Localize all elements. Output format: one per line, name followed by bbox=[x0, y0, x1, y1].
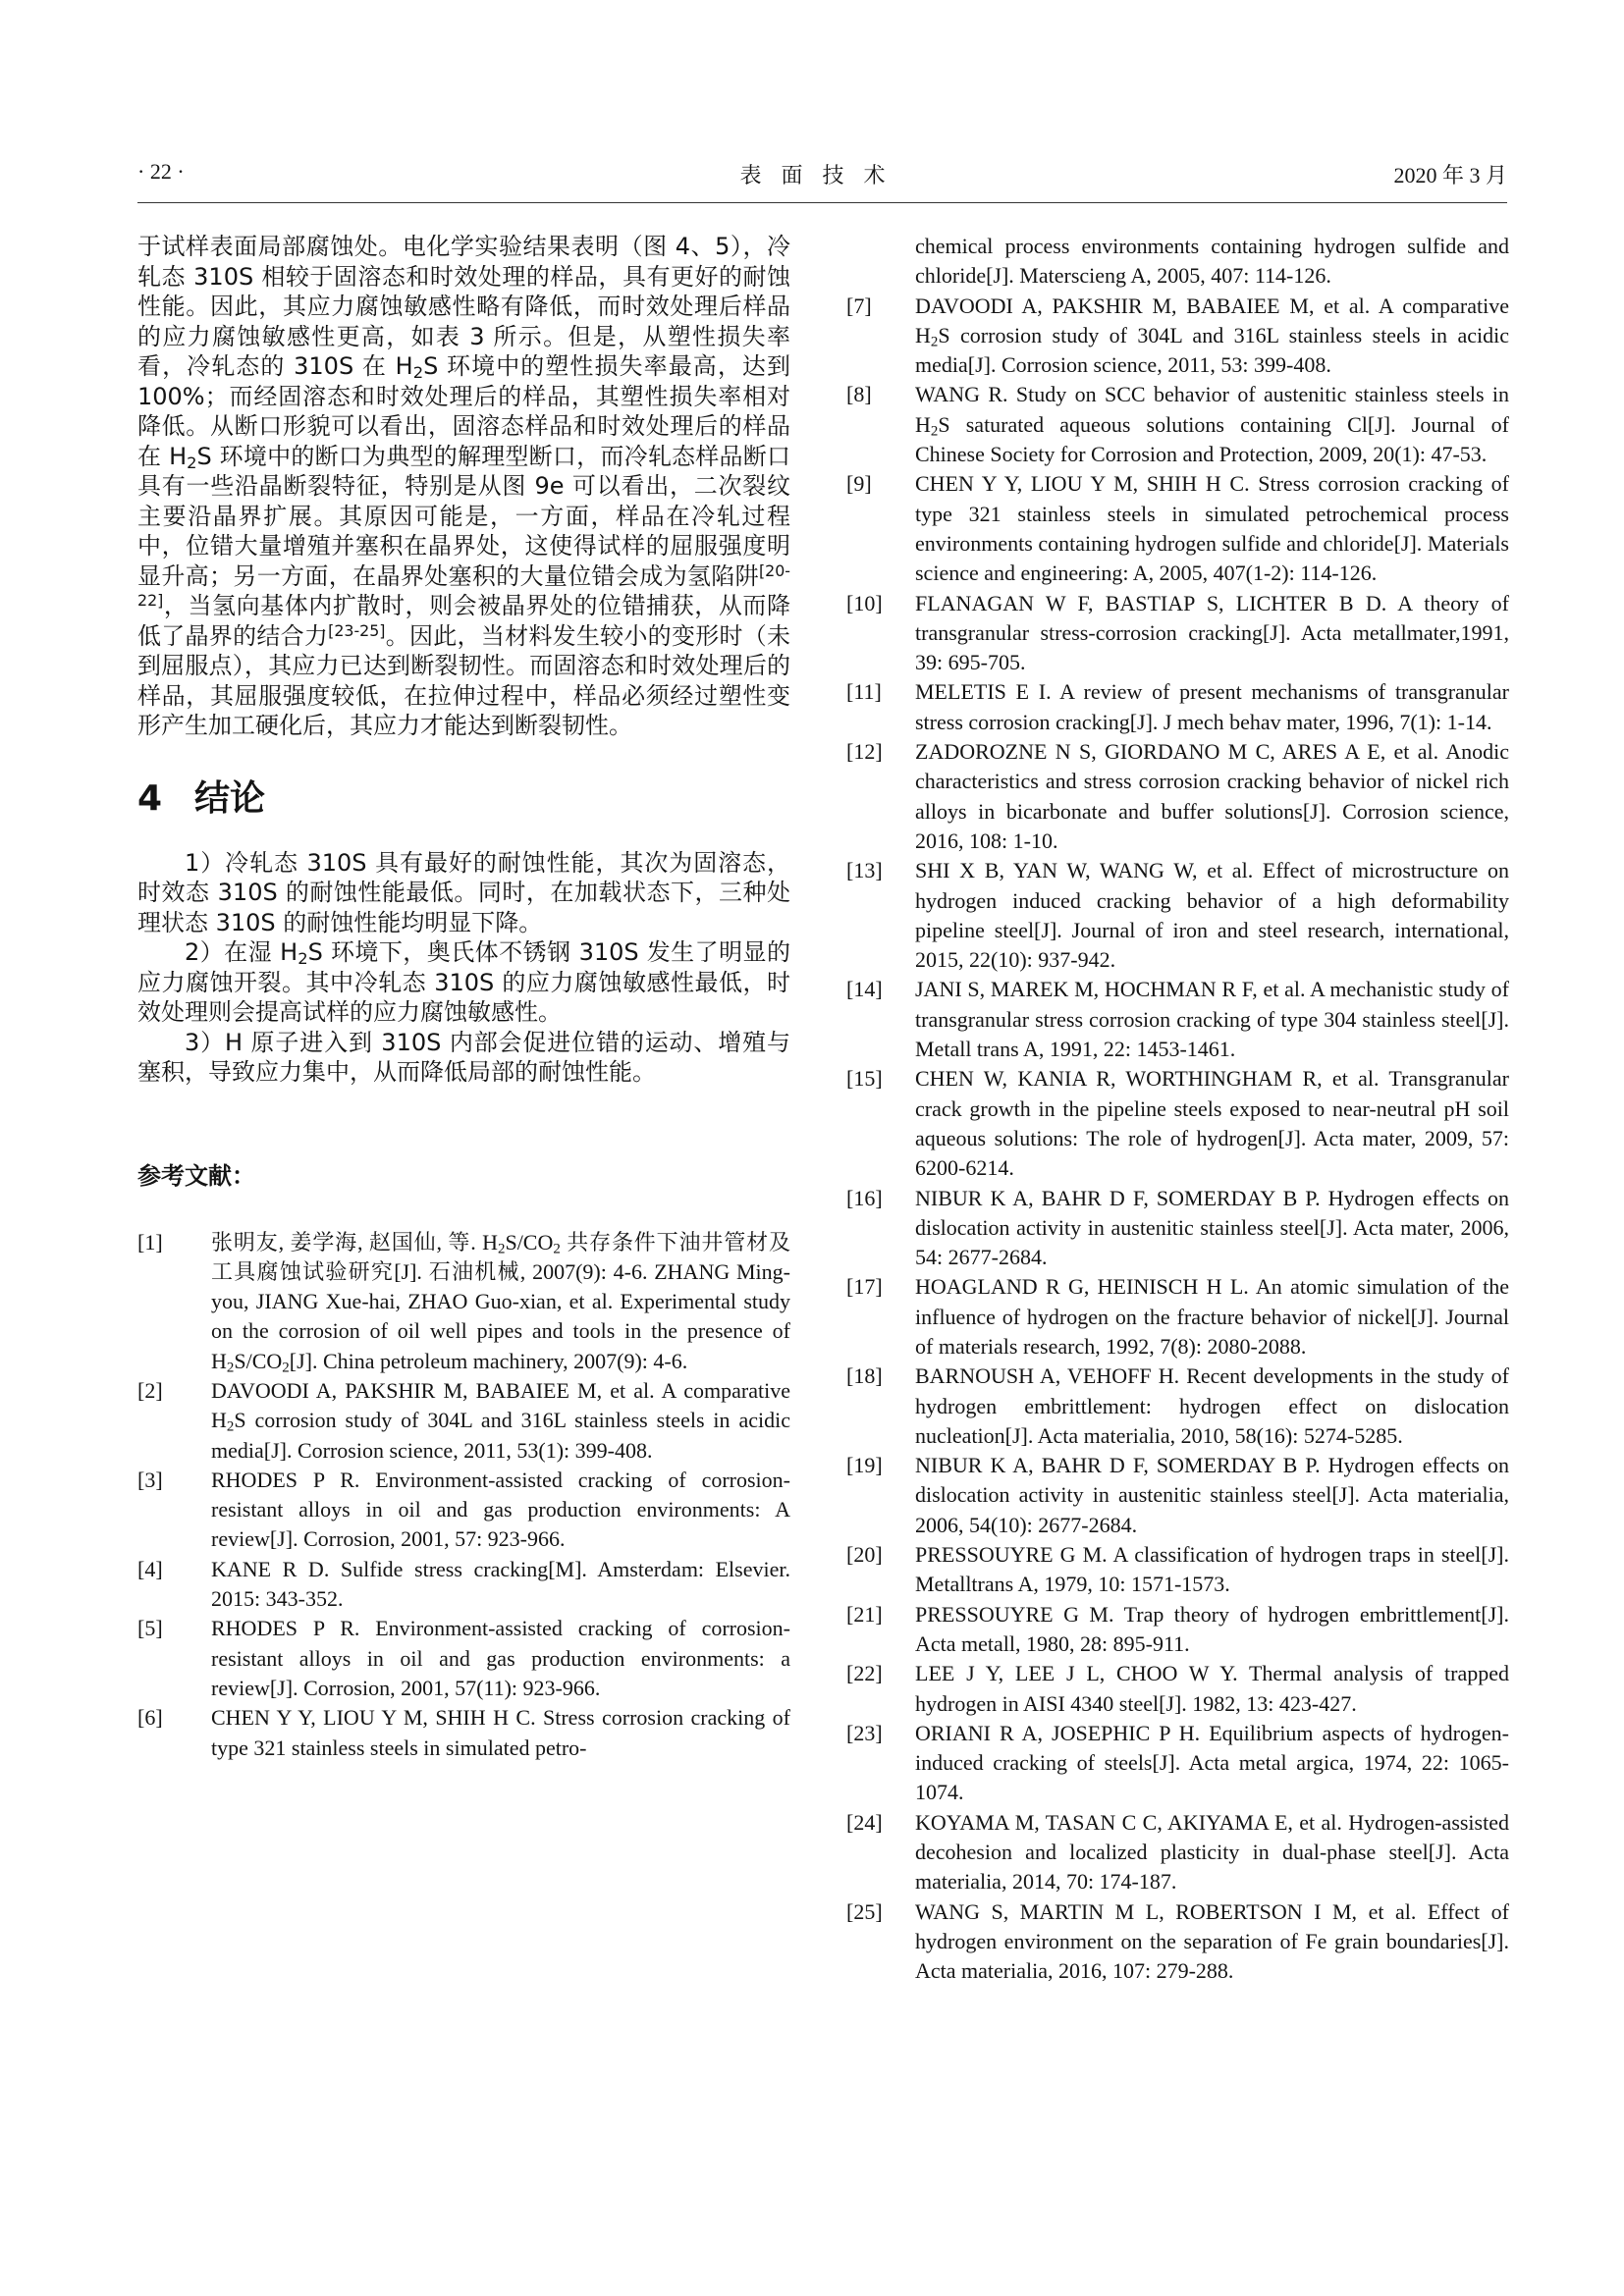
reference-item bbox=[846, 1451, 1509, 1540]
reference-item bbox=[137, 1614, 790, 1703]
reference-item bbox=[137, 1376, 790, 1466]
reference-number: [5] bbox=[137, 1616, 163, 1641]
references-list-right bbox=[846, 292, 1509, 1987]
reference-number: [17] bbox=[846, 1274, 883, 1300]
reference-number: [12] bbox=[846, 739, 883, 765]
conclusion-1: 1）冷轧态 310S 具有最好的耐蚀性能，其次为固溶态，时效态 310S 的耐蚀性能最低。同时，在加载状态下，三种处理状态 310S 的耐蚀性能均明显下降。 bbox=[137, 848, 790, 936]
reference-text: CHEN Y Y, LIOU Y M, SHIH H C. Stress corrosion cracking of type 321 stainless steels in simulated petro- bbox=[211, 1705, 790, 1760]
reference-number: [22] bbox=[846, 1661, 883, 1686]
reference-text: ORIANI R A, JOSEPHIC P H. Equilibrium aspects of hydrogen-induced cracking of steels[J]. Acta metal argica, 1974, 22: 1065-1074. bbox=[915, 1720, 1509, 1805]
section-heading-conclusion bbox=[137, 771, 790, 821]
conclusion-3: 3）H 原子进入到 310S 内部会促进位错的运动、增殖与塞积，导致应力集中，从而降低局部的耐蚀性能。 bbox=[137, 1028, 790, 1086]
reference-text: KOYAMA M, TASAN C C, AKIYAMA E, et al. Hydrogen-assisted decohesion and localized plasticity in dual-phase steel[J]. Acta materialia, 2014, 70: 174-187. bbox=[915, 1809, 1509, 1895]
reference-text: DAVOODI A, PAKSHIR M, BABAIEE M, et al. A comparative $H_2S$ corrosion study of 304L and 316L stainless steels in acidic media[J]. Corrosion science, 2011, 53(1): 399-408. bbox=[211, 1377, 790, 1463]
reference-item bbox=[846, 1064, 1509, 1183]
reference-number: [2] bbox=[137, 1377, 163, 1403]
journal-name: 表面技术 bbox=[739, 163, 905, 187]
reference-text: DAVOODI A, PAKSHIR M, BABAIEE M, et al. A comparative $H_2S$ corrosion study of 304L and 316L stainless steels in acidic media[J]. Corrosion science, 2011, 53: 399-408. bbox=[915, 293, 1509, 378]
reference-item bbox=[137, 1466, 790, 1555]
reference-number: [25] bbox=[846, 1898, 883, 1924]
reference-number: [4] bbox=[137, 1556, 163, 1581]
reference-number: [10] bbox=[846, 590, 883, 615]
reference-item bbox=[137, 1228, 790, 1376]
reference-text: FLANAGAN W F, BASTIAP S, LICHTER B D. A theory of transgranular stress-corrosion cracking[J]. Acta metallmater,1991, 39: 695-705. bbox=[915, 590, 1509, 675]
reference-text: WANG R. Study on SCC behavior of austenitic stainless steels in $H_2S$ saturated aqueous solutions containing Cl[J]. Journal of Chinese Society for Corrosion and Protection, 2009, 20(1): 47-53. bbox=[915, 382, 1509, 467]
reference-number: [1] bbox=[137, 1229, 163, 1255]
reference-number: [21] bbox=[846, 1601, 883, 1627]
reference-number: [15] bbox=[846, 1066, 883, 1092]
section-number: 4 bbox=[137, 777, 163, 819]
reference-text: CHEN W, KANIA R, WORTHINGHAM R, et al. Transgranular crack growth in the pipeline steels exposed to near-neutral pH soil aqueous solutions: The role of hydrogen[J]. Acta mater, 2009, 57: 6200-6214. bbox=[915, 1066, 1509, 1181]
reference-item bbox=[846, 1600, 1509, 1660]
reference-item bbox=[846, 1540, 1509, 1600]
reference-number: [3] bbox=[137, 1467, 163, 1492]
reference-text: JANI S, MAREK M, HOCHMAN R F, et al. A mechanistic study of transgranular stress corrosion cracking of type 304 stainless steel[J]. Metall trans A, 1991, 22: 1453-1461. bbox=[915, 977, 1509, 1062]
reference-text: CHEN Y Y, LIOU Y M, SHIH H C. Stress corrosion cracking of type 321 stainless steels in simulated petrochemical process environments containing hydrogen sulfide and chloride[J]. Materials science and engineering: A, 2005, 407(1-2): 114-126. bbox=[915, 471, 1509, 586]
reference-item bbox=[846, 1362, 1509, 1451]
reference-number: [11] bbox=[846, 679, 882, 705]
reference-item bbox=[846, 856, 1509, 975]
reference-text: RHODES P R. Environment-assisted cracking of corrosion-resistant alloys in oil and gas production environments: a review[J]. Corrosion, 2001, 57(11): 923-966. bbox=[211, 1616, 790, 1700]
reference-item bbox=[846, 1659, 1509, 1719]
conclusion-2: 2）在湿 $H_2S$ 环境下，奥氏体不锈钢 310S 发生了明显的应力腐蚀开裂。其中冷轧态 310S 的应力腐蚀敏感性最低，时效处理则会提高试样的应力腐蚀敏感性。 bbox=[137, 938, 790, 1026]
reference-item bbox=[846, 1184, 1509, 1273]
reference-item bbox=[846, 1897, 1509, 1987]
reference-text: NIBUR K A, BAHR D F, SOMERDAY B P. Hydrogen effects on dislocation activity in austenitic stainless steel[J]. Acta mater, 2006, 54: 2677-2684. bbox=[915, 1185, 1509, 1270]
right-column bbox=[846, 232, 1509, 1987]
reference-item bbox=[846, 737, 1509, 856]
references-list-left bbox=[137, 1228, 790, 1763]
references-heading: 参考文献： bbox=[137, 1161, 255, 1190]
reference-item bbox=[846, 469, 1509, 588]
reference-text: LEE J Y, LEE J L, CHOO W Y. Thermal analysis of trapped hydrogen in AISI 4340 steel[J]. 1982, 13: 423-427. bbox=[915, 1661, 1509, 1716]
reference-number: [6] bbox=[137, 1705, 163, 1731]
reference-number: [23] bbox=[846, 1720, 883, 1745]
reference-text: BARNOUSH A, VEHOFF H. Recent developments in the study of hydrogen embrittlement: hydrogen effect on dislocation nucleation[J]. Acta materialia, 2010, 58(16): 5274-5285. bbox=[915, 1363, 1509, 1448]
reference-number: [14] bbox=[846, 977, 883, 1002]
section-title: 结论 bbox=[194, 777, 266, 819]
reference-number: [24] bbox=[846, 1809, 883, 1835]
reference-item bbox=[846, 975, 1509, 1064]
reference-number: [8] bbox=[846, 382, 872, 407]
page-number: · 22 · bbox=[137, 159, 185, 184]
reference-continuation: chemical process environments containing hydrogen sulfide and chloride[J]. Materscieng A, 2005, 407: 114-126. bbox=[915, 234, 1509, 289]
reference-item bbox=[846, 1808, 1509, 1897]
left-column bbox=[137, 232, 790, 1763]
reference-number: [19] bbox=[846, 1453, 883, 1478]
reference-number: [16] bbox=[846, 1185, 883, 1210]
reference-number: [20] bbox=[846, 1542, 883, 1568]
reference-item bbox=[137, 1555, 790, 1615]
reference-text: PRESSOUYRE G M. A classification of hydrogen traps in steel[J]. Metalltrans A, 1979, 10: 1571-1573. bbox=[915, 1542, 1509, 1597]
reference-item bbox=[846, 677, 1509, 737]
reference-item bbox=[137, 1703, 790, 1763]
reference-text: HOAGLAND R G, HEINISCH H L. An atomic simulation of the influence of hydrogen on the fracture behavior of nickel[J]. Journal of materials research, 1992, 7(8): 2080-2088. bbox=[915, 1274, 1509, 1359]
reference-item bbox=[846, 589, 1509, 678]
reference-text: MELETIS E I. A review of present mechanisms of transgranular stress corrosion cracking[J]. J mech behav mater, 1996, 7(1): 1-14. bbox=[915, 679, 1509, 734]
reference-number: [13] bbox=[846, 858, 883, 883]
discussion-paragraph: 于试样表面局部腐蚀处。电化学实验结果表明（图 4、5），冷轧态 310S 相较于固溶态和时效处理的样品，具有更好的耐蚀性能。因此，其应力腐蚀敏感性略有降低，而时效处理后样品的应力腐蚀敏感性更高，如表 3 所示。但是，从塑性损失率看，冷轧态的 310S 在 $H_2S$ 环境中的塑性损失率最高，达到 100%；而经固溶态和时效处理后的样品，其塑性损失率相对降低。从断口形貌可以看出，固溶态样品和时效处理后的样品在 $H_2S$ 环境中的断口为典型的解理型断口，而冷轧态样品断口具有一些沿晶断裂特征，特别是从图 9e 可以看出，二次裂纹主要沿晶界扩展。其原因可能是，一方面，样品在冷轧过程中，位错大量增殖并塞积在晶界处，这使得试样的屈服强度明显升高；另一方面，在晶界处塞积的大量位错会成为氢陷阱[20-22]，当氢向基体内扩散时，则会被晶界处的位错捕获，从而降低了晶界的结合力[23-25]。因此，当材料发生较小的变形时（未到屈服点），其应力已达到断裂韧性。而固溶态和时效处理后的样品，其屈服强度较低，在拉伸过程中，样品必须经过塑性变形产生加工硬化后，其应力才能达到断裂韧性。 bbox=[137, 233, 791, 739]
reference-text: 张明友, 姜学海, 赵国仙, 等. $H_2S/CO_2$ 共存条件下油井管材及工具腐蚀试验研究[J]. 石油机械, 2007(9): 4-6. ZHANG Ming-you, JIANG Xue-hai, ZHAO Guo-xian, et al. Experimental study on the corrosion of oil well pipes and tools in the presence of $H_2S/CO_2[J]$. China petroleum machinery, 2007(9): 4-6. bbox=[211, 1229, 790, 1376]
reference-number: [9] bbox=[846, 471, 872, 497]
header-rule bbox=[137, 202, 1507, 203]
reference-text: KANE R D. Sulfide stress cracking[M]. Amsterdam: Elsevier. 2015: 343-352. bbox=[211, 1556, 790, 1612]
reference-text: SHI X B, YAN W, WANG W, et al. Effect of microstructure on hydrogen induced cracking behavior of a high deformability pipeline steel[J]. Journal of iron and steel research, international, 2015, 22(10): 937-942. bbox=[915, 858, 1509, 973]
reference-item bbox=[846, 1272, 1509, 1362]
running-header bbox=[137, 159, 1507, 194]
reference-text: ZADOROZNE N S, GIORDANO M C, ARES A E, et al. Anodic characteristics and stress corrosion cracking behavior of nickel rich alloys in bicarbonate and buffer solutions[J]. Corrosion science, 2016, 108: 1-10. bbox=[915, 739, 1509, 853]
reference-number: [18] bbox=[846, 1363, 883, 1389]
reference-text: RHODES P R. Environment-assisted cracking of corrosion-resistant alloys in oil and gas production environments: A review[J]. Corrosion, 2001, 57: 923-966. bbox=[211, 1467, 790, 1552]
reference-text: NIBUR K A, BAHR D F, SOMERDAY B P. Hydrogen effects on dislocation activity in austenitic stainless steel[J]. Acta materialia, 2006, 54(10): 2677-2684. bbox=[915, 1453, 1509, 1537]
reference-item bbox=[846, 1719, 1509, 1808]
reference-text: WANG S, MARTIN M L, ROBERTSON I M, et al. Effect of hydrogen environment on the separation of Fe grain boundaries[J]. Acta materialia, 2016, 107: 279-288. bbox=[915, 1898, 1509, 1984]
issue-date: 2020 年 3 月 bbox=[1393, 163, 1507, 187]
reference-item bbox=[846, 380, 1509, 469]
reference-number: [7] bbox=[846, 293, 872, 318]
reference-text: PRESSOUYRE G M. Trap theory of hydrogen embrittlement[J]. Acta metall, 1980, 28: 895-911. bbox=[915, 1601, 1509, 1656]
reference-item bbox=[846, 292, 1509, 381]
